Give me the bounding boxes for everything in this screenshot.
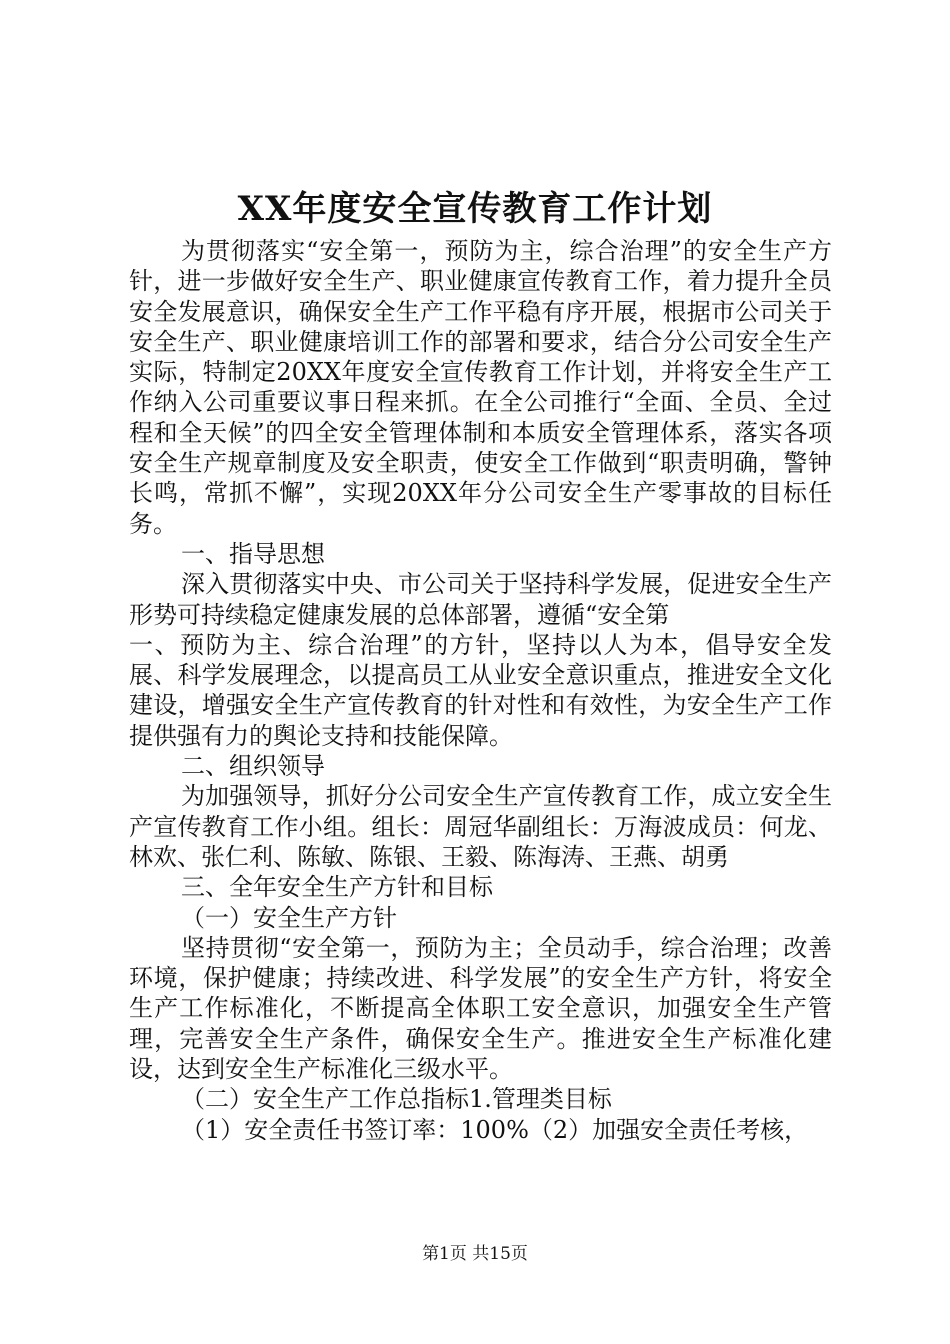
guiding-thought-paragraph: 深入贯彻落实中央、市公司关于坚持科学发展，促进安全生产形势可持续稳定健康发展的总体部署，遵循“安全第 (129, 570, 832, 629)
page-footer: 第1页 共15页 (422, 1244, 528, 1264)
guiding-thought-continuation: 一、预防为主、综合治理”的方针，坚持以人为本，倡导安全发展、科学发展理念，以提高员工从业安全意识重点，推进安全文化建设，增强安全生产宣传教育的针对性和有效性，为安全生产工作提供强有力的舆论支持和技能保障。 (129, 630, 832, 750)
leadership-paragraph: 为加强领导，抓好分公司安全生产宣传教育工作，成立安全生产宣传教育工作小组。组长：周冠华副组长：万海波成员：何龙、林欢、张仁利、陈敏、陈银、王毅、陈海涛、王燕、胡勇 (129, 782, 832, 871)
policy-paragraph: 坚持贯彻“安全第一，预防为主；全员动手，综合治理；改善环境，保护健康；持续改进、科学发展”的安全生产方针，将安全生产工作标准化，不断提高全体职工安全意识，加强安全生产管理，完善安全生产条件，确保安全生产。推进安全生产标准化建设，达到安全生产标准化三级水平。 (129, 933, 832, 1084)
subsection-heading-policy: （一）安全生产方针 (181, 903, 397, 932)
section-heading-leadership: 二、组织领导 (181, 752, 325, 781)
section-heading-guiding-thought: 一、指导思想 (181, 539, 325, 568)
document-title: XX年度安全宣传教育工作计划 (237, 189, 713, 229)
section-heading-policy-goals: 三、全年安全生产方针和目标 (181, 873, 493, 902)
intro-paragraph: 为贯彻落实“安全第一，预防为主，综合治理”的安全生产方针，进一步做好安全生产、职业健康宣传教育工作，着力提升全员安全发展意识，确保安全生产工作平稳有序开展，根据市公司关于安全生产、职业健康培训工作的部署和要求，结合分公司安全生产实际，特制定20XX年度安全宣传教育工作计划，并将安全生产工作纳入公司重要议事日程来抓。在全公司推行“全面、全员、全过程和全天候”的四全安全管理体制和本质安全管理体系，落实各项安全生产规章制度及安全职责，使安全工作做到“职责明确，警钟长鸣，常抓不懈”，实现20XX年分公司安全生产零事故的目标任务。 (129, 237, 832, 538)
document-body (129, 236, 832, 1145)
subsection-heading-targets: （二）安全生产工作总指标1.管理类目标 (181, 1085, 612, 1114)
targets-paragraph: （1）安全责任书签订率：100%（2）加强安全责任考核， (181, 1115, 809, 1144)
